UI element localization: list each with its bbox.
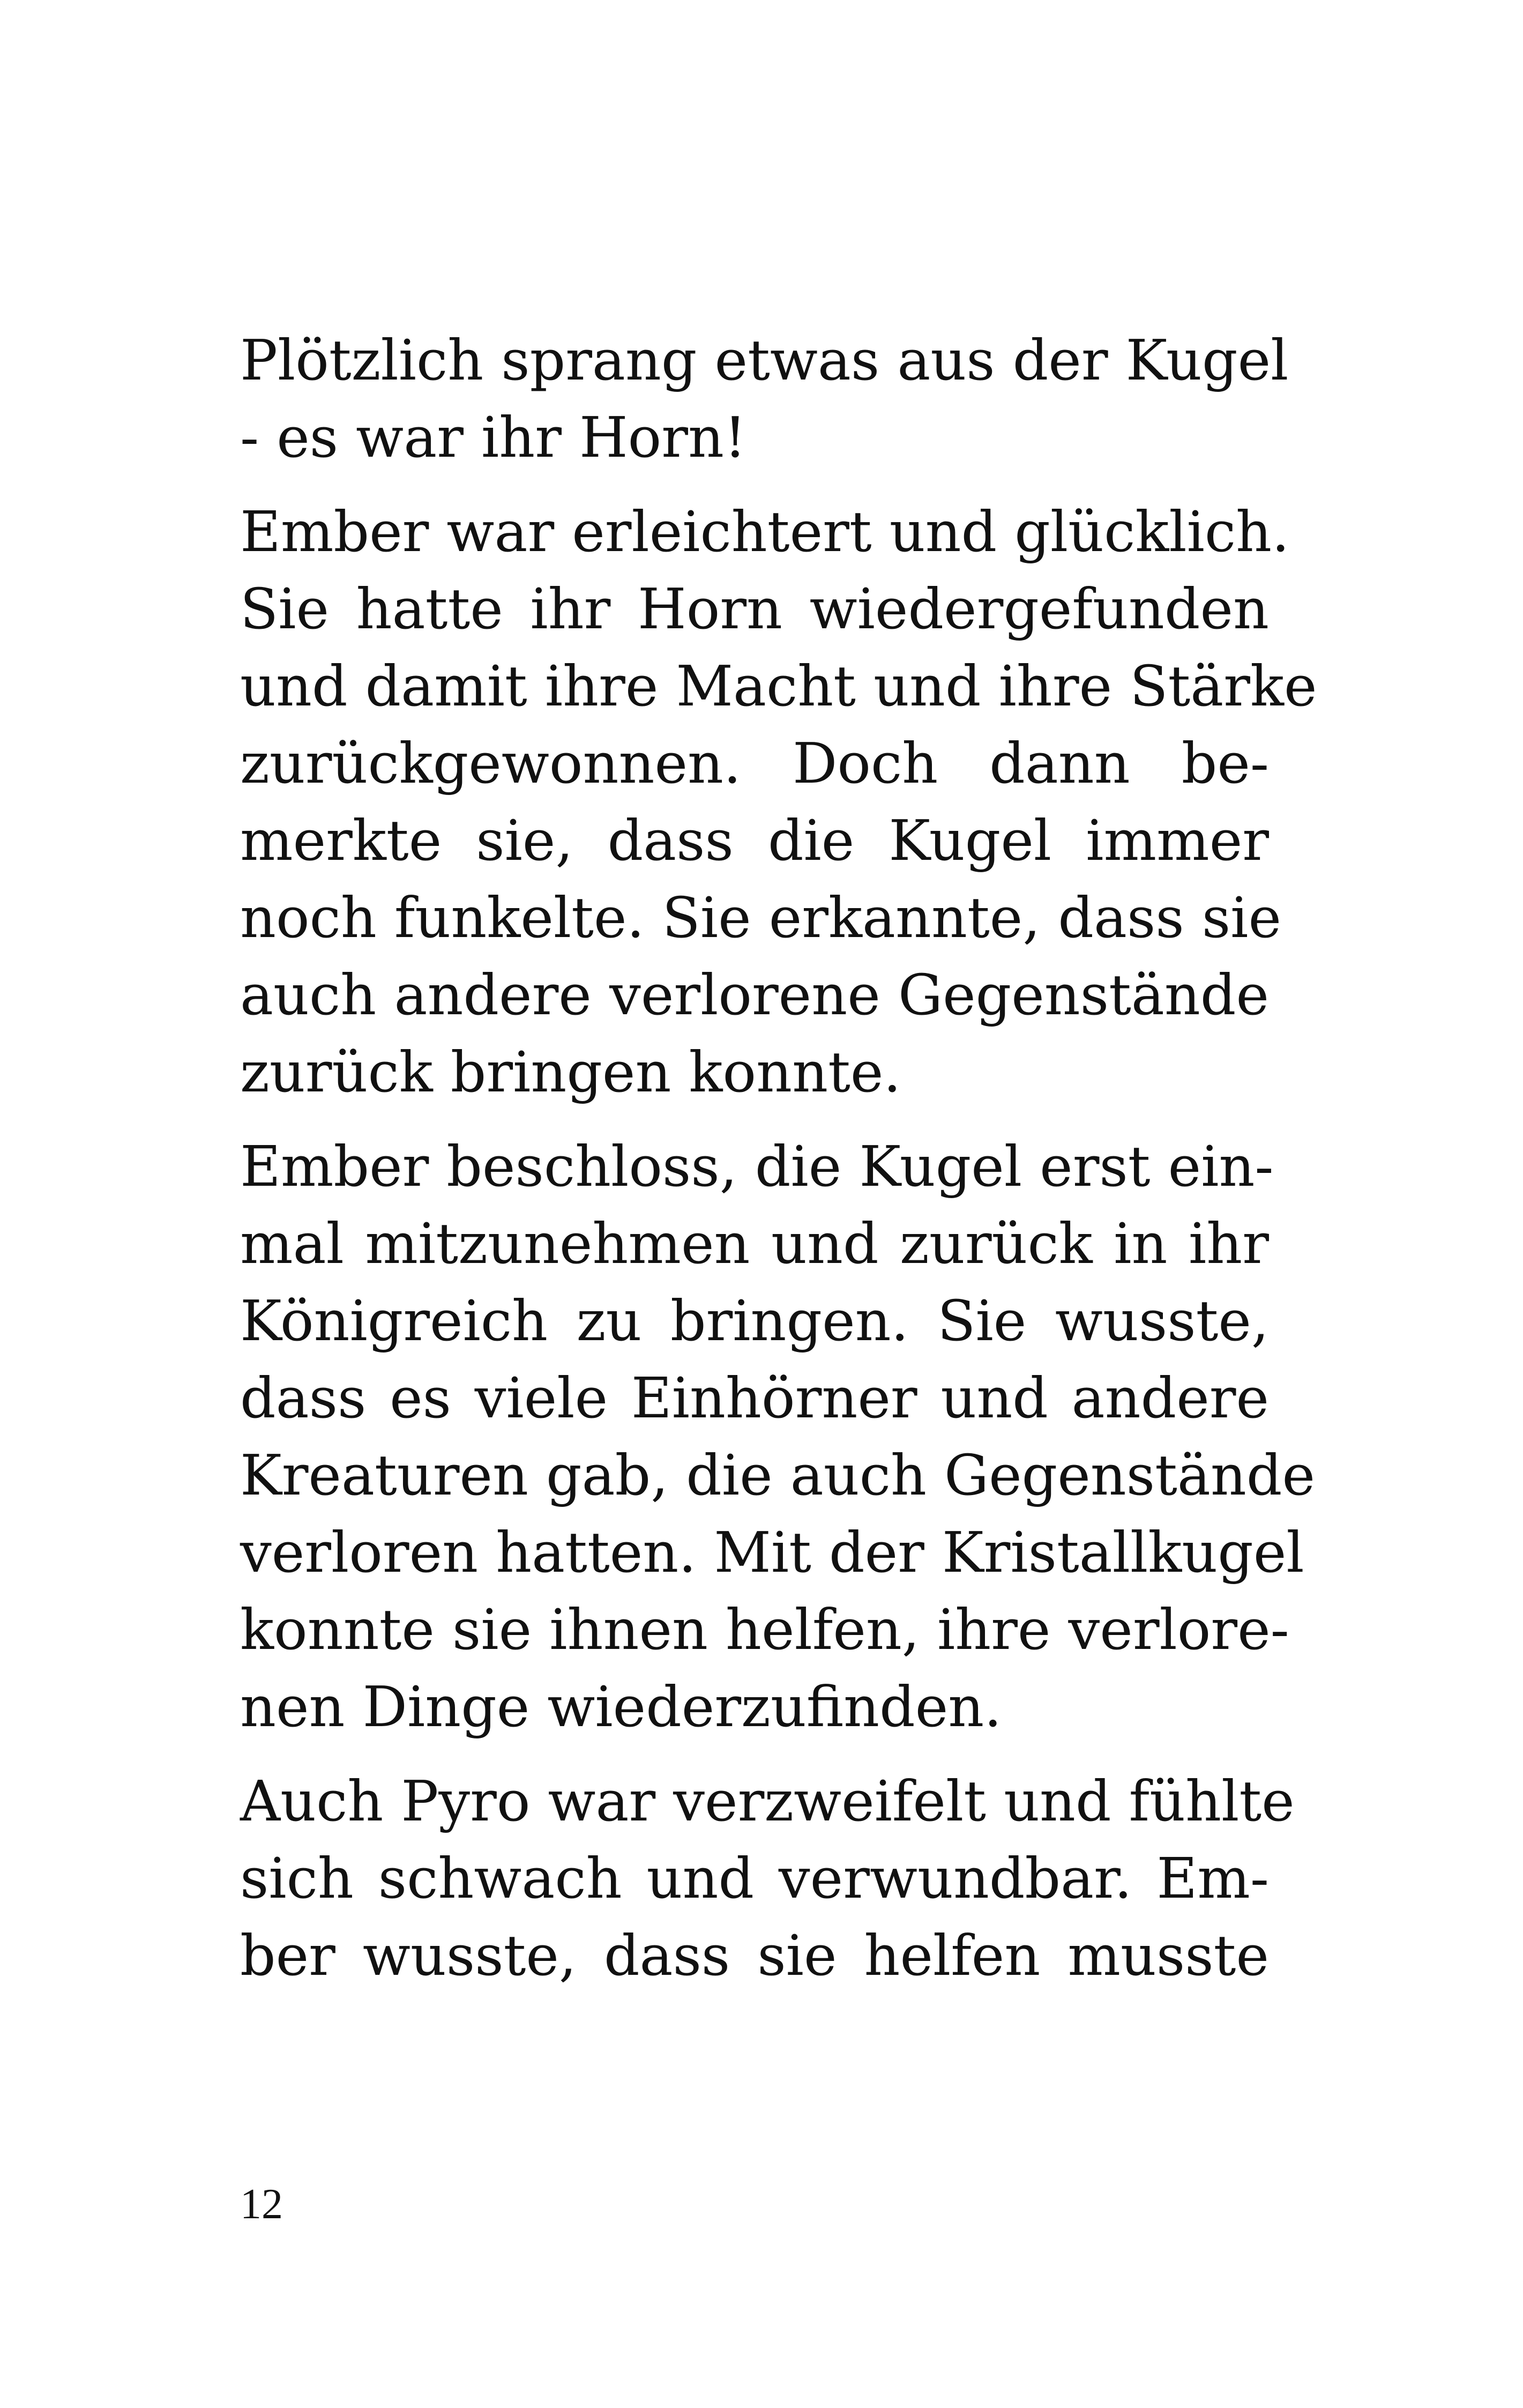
text-line: Sie hatte ihr Horn wiedergefunden <box>240 576 1269 642</box>
text-line: Königreich zu bringen. Sie wusste, <box>240 1288 1269 1354</box>
text-line: Plötzlich sprang etwas aus der Kugel <box>240 328 1289 393</box>
text-line: konnte sie ihnen helfen, ihre verlore- <box>240 1597 1289 1662</box>
text-line: zurück bringen konnte. <box>240 1039 901 1105</box>
text-line: merkte sie, dass die Kugel immer <box>240 808 1269 873</box>
text-line: und damit ihre Macht und ihre Stärke <box>240 653 1317 719</box>
page-number: 12 <box>240 2181 283 2228</box>
text-line: noch funkelte. Sie erkannte, dass sie <box>240 885 1281 950</box>
text-line: auch andere verlorene Gegenstände <box>240 962 1269 1028</box>
paragraph-1 <box>240 322 1289 476</box>
text-line: Ember war erleichtert und glücklich. <box>240 499 1290 564</box>
text-line: nen Dinge wiederzufinden. <box>240 1674 1002 1740</box>
text-line: Ember beschloss, die Kugel erst ein- <box>240 1134 1274 1199</box>
text-line: - es war ihr Horn! <box>240 405 746 470</box>
text-line: dass es viele Einhörner und andere <box>240 1365 1269 1431</box>
body-text <box>240 322 1317 2011</box>
text-line: zurückgewonnen. Doch dann be- <box>240 731 1269 796</box>
text-line: ber wusste, dass sie helfen musste <box>240 1923 1269 1988</box>
paragraph-3 <box>240 1128 1316 1745</box>
text-line: mal mitzunehmen und zurück in ihr <box>240 1211 1269 1276</box>
text-line: verloren hatten. Mit der Kristallkugel <box>240 1520 1304 1585</box>
text-line: sich schwach und verwundbar. Em- <box>240 1846 1269 1911</box>
text-line: Kreaturen gab, die auch Gegenstände <box>240 1443 1316 1508</box>
paragraph-4 <box>240 1763 1295 1994</box>
text-line: Auch Pyro war verzweifelt und fühlte <box>240 1768 1295 1834</box>
paragraph-2 <box>240 493 1317 1111</box>
